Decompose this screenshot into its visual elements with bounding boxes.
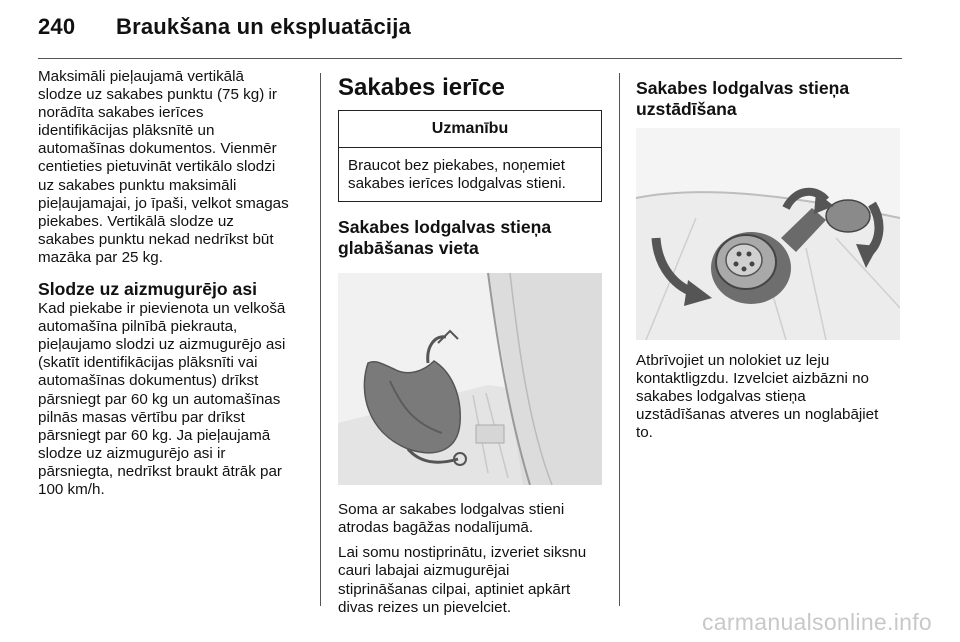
storage-illustration — [338, 273, 602, 485]
warning-title: Uzmanību — [339, 111, 601, 148]
installation-heading: Sakabes lodgalvas stieņa uzstādīšana — [636, 78, 850, 119]
storage-heading: Sakabes lodgalvas stieņa glabāšanas vieta — [338, 217, 552, 259]
warning-box — [338, 110, 602, 202]
installation-illustration — [636, 128, 900, 340]
rear-axle-paragraph: Kad piekabe ir pievienota un velkošā automašīna pilnībā piekrauta, pieļaujamo slodzi uz aizmugurējo asi (skatīt identifikācijas plāksnīti vai automašīnas dokumentus) drīkst pārsniegt par 60 kg un automašīnas pilnās masas vērtību par drīkst pārsniegt par 60 kg. Ja pieļaujamā slodze uz aizmugurējo asi ir pārsniegta, nedrīkst braukt ātrāk par 100 km/h. — [38, 300, 286, 498]
page-number: 240 — [38, 14, 76, 39]
column-1 — [38, 68, 310, 499]
section-title: Sakabes ierīce — [338, 74, 505, 101]
storage-instructions: Lai somu nostiprinātu, izveriet siksnu cauri labajai aizmugurējai stiprināšanas cilpai, aptiniet apkārt divas reizes un pievelciet. — [338, 544, 587, 616]
socket-drawing — [636, 128, 900, 340]
storage-caption: Soma ar sakabes lodgalvas stieni atrodas bagāžas nodalījumā. — [338, 501, 565, 537]
warning-text: Braucot bez piekabes, noņemiet sakabes ierīces lodgalvas stieni. — [348, 157, 566, 193]
trunk-bag-drawing — [338, 273, 602, 485]
column-divider-2 — [619, 73, 620, 606]
column-divider-1 — [320, 73, 321, 606]
watermark: carmanualsonline.info — [701, 609, 932, 635]
page-header — [38, 14, 411, 40]
installation-instructions: Atbrīvojiet un nolokiet uz leju kontaktligzdu. Izvelciet aizbāzni no sakabes lodgalvas stieņa uzstādīšanas atveres un noglabājiet to. — [636, 352, 879, 442]
column-2 — [338, 74, 606, 617]
rear-axle-heading: Slodze uz aizmugurējo asi — [38, 279, 257, 300]
intro-paragraph: Maksimāli pieļaujamā vertikālā slodze uz sakabes punktu (75 kg) ir norādīta sakabes ierīces identifikācijas plāksnītē un automašīnas dokumentos. Vienmēr centieties pietuvināt vertikālo slodzi uz sakabes punktu maksimāli pieļaujamajai, jo īpaši, velkot smagas piekabes. Vertikālā slodze uz sakabes punktu nekad nedrīkst būt mazāka par 25 kg. — [38, 68, 289, 266]
column-3 — [636, 78, 904, 442]
header-rule — [38, 58, 902, 59]
chapter-title: Braukšana un ekspluatācija — [116, 14, 411, 39]
